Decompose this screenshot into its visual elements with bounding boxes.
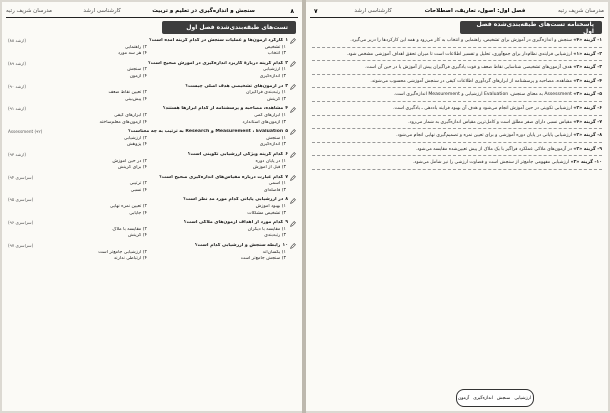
question-text: رابطه سنجش و ارزشیابی کدام است؟ (194, 243, 281, 249)
answer-option: ۱) تشخیص (264, 44, 286, 50)
answer-paragraph (312, 79, 602, 86)
question-text: کدام گزینه دربارهٔ کاربرد اندازه‌گیری در آموزش صحیح است؟ (148, 60, 284, 66)
pencil-icon (290, 61, 296, 67)
question-source: (سراسری ۹۵) (8, 197, 34, 203)
question-head (8, 197, 296, 204)
answer-option: ۱) رتبه‌بندی فراگیران (246, 90, 286, 96)
answer-option: ۲) مقایسه با ملاک (112, 226, 147, 232)
answer-item (312, 52, 602, 62)
options-grid (8, 181, 296, 194)
answer-divider (312, 155, 602, 156)
answer-divider (312, 47, 602, 48)
question-text: کارکرد آزمون‌ها و عملیات سنجش در کدام گزینه آمده است؟ (149, 38, 284, 43)
answer-divider (312, 101, 602, 102)
answer-option: ۱) یکسان‌اند (262, 249, 286, 255)
question-head (8, 152, 296, 159)
answer-text: ارزشیابی مفهومی جامع‌تر از سنجش است و قضاوت ارزشی را نیز شامل می‌شود. (412, 160, 570, 166)
answer-text: مقیاس نسبی دارای صفر مطلق است و کامل‌ترین مقیاس اندازه‌گیری به شمار می‌رود. (408, 119, 572, 125)
answer-option: ۱) ارزشیابی (262, 67, 286, 73)
answer-paragraph (312, 52, 602, 59)
options-grid (8, 204, 296, 217)
series-label: کارشناسی ارشد (83, 8, 121, 14)
answer-item (312, 106, 602, 116)
book-title: سنجش و اندازه‌گیری در تعلیم و تربیت (152, 8, 255, 14)
answer-option: ۱) ابزارهای کمی (254, 112, 286, 118)
options-grid (8, 113, 296, 126)
answer-label: ۹- گزینه «۲» (573, 146, 602, 152)
answer-option: ۴) آزمون‌های معلم‌ساخته (99, 119, 147, 125)
question-head (8, 38, 296, 45)
pencil-icon (290, 198, 296, 204)
answer-item (312, 65, 602, 75)
pencil-icon (290, 175, 296, 181)
answer-label: ۶- گزینه «۲» (573, 105, 602, 111)
answer-option: ۲) ارزشیابی (123, 135, 147, 141)
answer-text: ارزشیابی پایانی در پایان دوره آموزشی و برای تعیین نمره و تصمیم‌گیری نهایی انجام می‌شود. (396, 133, 572, 139)
answer-option: ۳) گزینش (267, 96, 286, 102)
answer-option: ۳) سنجش جامع‌تر است (240, 256, 286, 262)
answer-option: ۲) ارزشیابی جامع‌تر است (98, 249, 147, 255)
answers-list (312, 38, 602, 407)
answer-paragraph (312, 160, 602, 167)
question-source: Assessment (۹۲) (8, 129, 43, 135)
answer-option: ۳) رتبه‌بندی (264, 233, 286, 239)
question-number: ۹ (285, 220, 288, 226)
question-head (8, 61, 296, 68)
question-text: Measurement ، Evaluation و Research به ترتیب به چه معناست؟ (128, 129, 284, 135)
question-text: کدام گزینه ویژگی ارزشیابی تکوینی است؟ (187, 151, 284, 157)
answer-label: ۴- گزینه «۲» (573, 78, 602, 84)
options-grid (8, 90, 296, 103)
stamp-item: آزمون (458, 395, 470, 401)
answer-label: ۱- گزینه «۴» (573, 38, 602, 43)
question-number: ۲ (285, 60, 288, 66)
answer-item (312, 38, 602, 48)
answer-label: ۷- گزینه «۴» (573, 119, 602, 125)
question-item (8, 129, 296, 149)
answer-option: ۴) نسبی (130, 187, 147, 193)
question-source: (سراسری ۹۶) (8, 220, 34, 226)
answer-divider (312, 74, 602, 75)
answer-option: ۴) ارتباطی ندارند (113, 256, 147, 262)
answer-item (312, 92, 602, 102)
answer-option: ۳) فاصله‌ای (263, 187, 286, 193)
question-source: (سراسری ۹۷) (8, 243, 34, 249)
answer-option: ۱) بهبود آموزش (255, 204, 286, 210)
question-head (8, 220, 296, 227)
answer-paragraph (312, 65, 602, 72)
question-source: (ارشد ۹۱) (8, 106, 27, 112)
answer-text: Assessment به معنای سنجش، Evaluation ارزشیابی و Measurement اندازه‌گیری است. (393, 92, 572, 98)
answer-item (312, 120, 602, 130)
question-number: ۶ (285, 151, 288, 157)
page-header (310, 5, 604, 18)
series-label: کارشناسی ارشد (354, 8, 392, 14)
answer-divider (312, 169, 602, 170)
question-head (8, 129, 296, 136)
answer-option: ۴) آزمون (129, 73, 147, 79)
answer-text: مشاهده، مصاحبه و پرسشنامه از ابزارهای گردآوری اطلاعات کیفی در سنجش آموزشی محسوب می‌شوند. (370, 78, 572, 84)
answer-option: ۴) هر سه مورد (117, 51, 147, 57)
questions-page (2, 2, 302, 411)
answer-text: سنجش و اندازه‌گیری در آموزش برای تشخیص، راهنمایی و انتخاب به کار می‌رود و همه این کارکردها را دربر می‌گیرد. (350, 38, 572, 43)
question-source: (ارشد ۹۰) (8, 83, 27, 89)
answer-label: ۱۰- گزینه «۲» (570, 160, 602, 166)
questions-list (8, 38, 296, 407)
question-head (8, 175, 296, 182)
pencil-icon (290, 221, 296, 227)
answer-option: ۳) قبل از آموزش (252, 165, 286, 171)
pencil-icon (290, 84, 296, 90)
question-item (8, 175, 296, 195)
options-grid (8, 159, 296, 172)
question-item (8, 61, 296, 81)
pencil-icon (290, 243, 296, 249)
question-number: ۴ (285, 106, 288, 112)
section-banner: پاسخنامه تست‌های طبقه‌بندی‌شده فصل اول (460, 21, 602, 34)
options-grid (8, 136, 296, 149)
question-text: کدام عبارت درباره مقیاس‌های اندازه‌گیری صحیح است؟ (159, 174, 284, 180)
answer-paragraph (312, 38, 602, 45)
answer-option: ۲) سنجش (127, 67, 147, 73)
question-number: ۵ (285, 129, 288, 135)
question-number: ۱۰ (282, 243, 288, 249)
answer-item (312, 147, 602, 157)
options-grid (8, 67, 296, 80)
question-text: کدام مورد از اهداف آزمون‌های ملاکی است؟ (183, 220, 284, 226)
publisher-stamp (456, 389, 534, 407)
answer-option: ۲) تعیین نمره نهایی (109, 204, 147, 210)
answer-option: ۴) پژوهش (126, 142, 147, 148)
answer-option: ۴) پیش‌بینی (124, 96, 147, 102)
answer-text: ارزشیابی تکوینی در حین آموزش انجام می‌شود و هدف آن بهبود فرایند یاددهی ـ یادگیری است. (393, 105, 572, 111)
answer-label: ۳- گزینه «۲» (573, 65, 602, 71)
section-banner: تست‌های طبقه‌بندی‌شده فصل اول (162, 21, 296, 34)
answer-divider (312, 128, 602, 129)
answer-text: در آزمون‌های ملاکی عملکرد فراگیر با یک ملاک از پیش تعیین‌شده مقایسه می‌شود. (415, 146, 572, 152)
question-item (8, 197, 296, 217)
stamp-item: سنجش (496, 395, 511, 401)
question-source: (ارشد ۸۹) (8, 60, 27, 66)
answer-option: ۳) اندازه‌گیری (259, 142, 286, 148)
answer-divider (312, 142, 602, 143)
question-number: ۱ (285, 38, 288, 43)
answer-option: ۱) مقایسه با دیگران (247, 226, 286, 232)
question-head (8, 84, 296, 91)
book-title: فصل اول: اصول، تعاریف، اصطلاحات (424, 8, 526, 14)
answer-option: ۲) در حین آموزش (112, 158, 147, 164)
answer-item (312, 79, 602, 89)
question-source: (سراسری ۹۴) (8, 174, 34, 180)
answer-label: ۵- گزینه «۳» (573, 92, 602, 98)
question-source: (ارشد ۸۸) (8, 38, 27, 43)
pencil-icon (290, 152, 296, 158)
pencil-icon (290, 38, 296, 44)
answer-label: ۸- گزینه «۲» (573, 133, 602, 139)
answer-paragraph (312, 106, 602, 113)
answer-option: ۱) سنجش (266, 135, 286, 141)
stamp-item: ارزشیابی (514, 395, 531, 401)
stamp-item: اندازه‌گیری (473, 395, 493, 401)
answers-page (306, 2, 608, 411)
answer-item (312, 160, 602, 170)
answer-option: ۳) تشخیص مشکلات (247, 210, 286, 216)
answer-text: ارزشیابی فرایندی نظام‌دار برای جمع‌آوری، تحلیل و تفسیر اطلاعات است تا میزان تحقق اهداف آموزشی مشخص شود. (346, 51, 572, 57)
pencil-icon (290, 107, 296, 113)
answer-option: ۲) تعیین نقاط ضعف (108, 90, 147, 96)
answer-divider (312, 115, 602, 116)
answer-paragraph (312, 133, 602, 140)
question-head (8, 106, 296, 113)
answer-option: ۴) جایابی (129, 210, 147, 216)
options-grid (8, 227, 296, 240)
answer-text: هدف آزمون‌های تشخیصی شناسایی نقاط ضعف و قوت یادگیری فراگیران پیش از آموزش یا در حین آن است. (365, 65, 572, 71)
page-number: ۸ (290, 7, 294, 15)
author-label: مدرسان شریف رتبه (558, 8, 604, 14)
pencil-icon (290, 129, 296, 135)
answer-option: ۲) ابزارهای کیفی (114, 112, 147, 118)
answer-paragraph (312, 92, 602, 99)
answer-paragraph (312, 120, 602, 127)
question-text: مشاهده، مصاحبه و پرسشنامه از کدام ابزارها هستند؟ (162, 106, 284, 112)
answer-option: ۲) ترتیبی (129, 181, 147, 187)
answer-option: ۱) در پایان دوره (255, 158, 286, 164)
answer-divider (312, 60, 602, 61)
options-grid (8, 250, 296, 263)
question-item (8, 220, 296, 240)
question-source: (ارشد ۹۳) (8, 151, 27, 157)
answer-divider (312, 87, 602, 88)
answer-option: ۴) برای گزینش (117, 165, 147, 171)
author-label: مدرسان شریف رتبه (6, 8, 52, 14)
question-head (8, 243, 296, 250)
answer-option: ۳) آزمون‌های استاندارد (242, 119, 286, 125)
answer-paragraph (312, 147, 602, 154)
question-text: در آزمون‌های تشخیصی هدف اصلی چیست؟ (185, 83, 284, 89)
answer-option: ۳) انتخاب (267, 51, 286, 57)
answer-label: ۲- گزینه «۱» (573, 51, 602, 57)
answer-option: ۴) گزینش (128, 233, 147, 239)
question-number: ۳ (285, 83, 288, 89)
question-text: در ارزشیابی پایانی کدام مورد مد نظر است؟ (183, 197, 284, 203)
question-item (8, 152, 296, 172)
question-number: ۸ (285, 197, 288, 203)
page-number: ۷ (314, 7, 318, 15)
question-item (8, 38, 296, 58)
question-item (8, 84, 296, 104)
question-item (8, 106, 296, 126)
options-grid (8, 45, 296, 58)
answer-item (312, 133, 602, 143)
question-item (8, 243, 296, 263)
answer-option: ۱) اسمی (268, 181, 286, 187)
question-number: ۷ (285, 174, 288, 180)
page-header (6, 5, 298, 18)
answer-option: ۳) اندازه‌گیری (259, 73, 286, 79)
answer-option: ۲) راهنمایی (124, 44, 147, 50)
